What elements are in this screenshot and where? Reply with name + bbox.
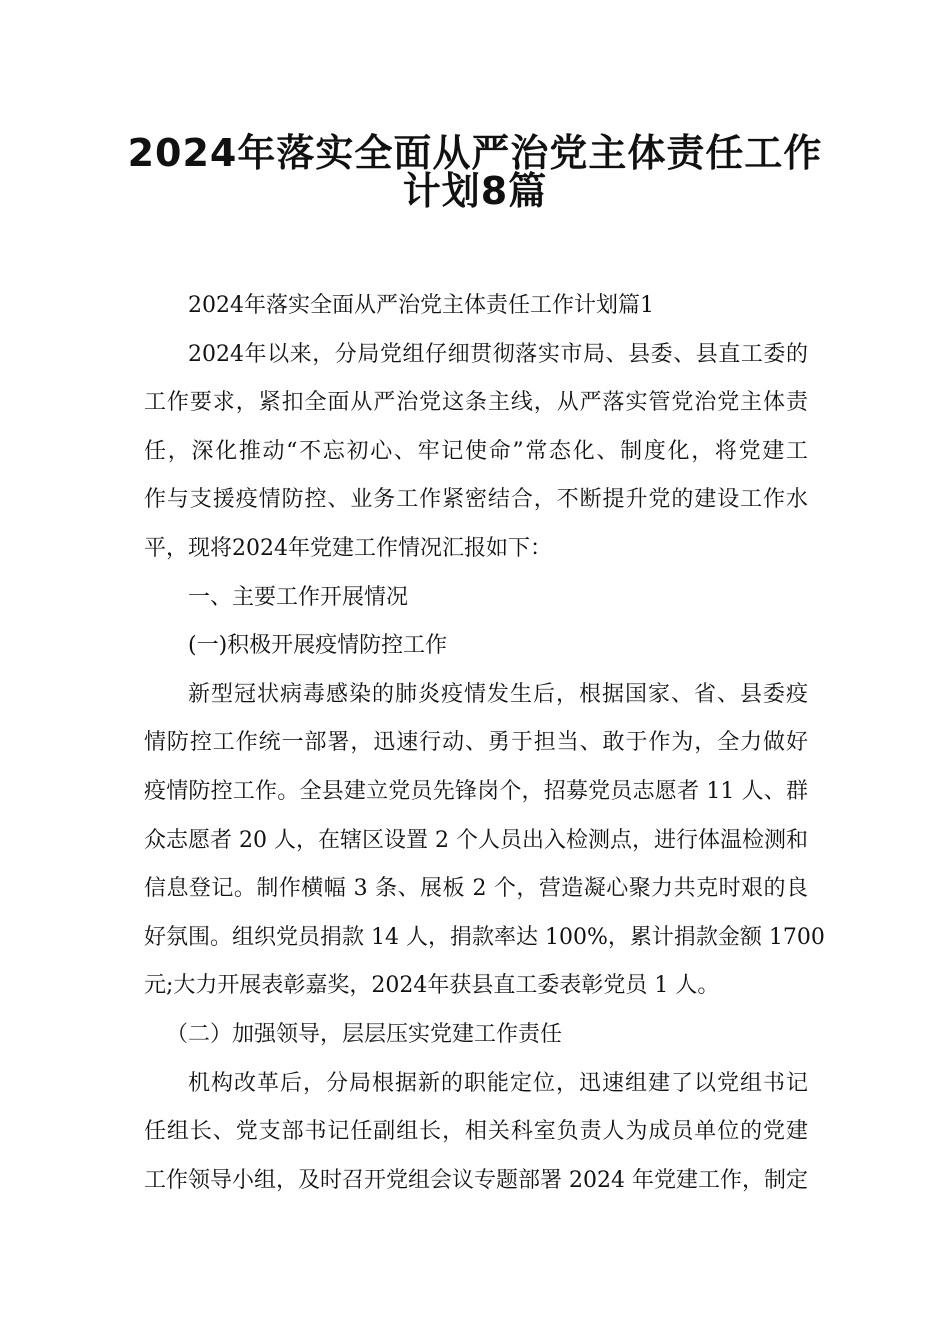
document-title-line-2: 计划8篇: [402, 169, 548, 213]
paragraph-line: 元;大力开展表彰嘉奖，2024年获县直工委表彰党员 1 人。: [144, 973, 720, 999]
document-title-line-1: 2024年落实全面从严治党主体责任工作: [127, 131, 823, 175]
paragraph-line: 平，现将2024年党建工作情况汇报如下：: [144, 535, 552, 561]
paragraph-line: 疫情防控工作。全县建立党员先锋岗个，招募党员志愿者 11 人、群: [144, 778, 808, 804]
paragraph-line: 众志愿者 20 人，在辖区设置 2 个人员出入检测点，进行体温检测和: [144, 827, 808, 853]
paragraph-line: 任，深化推动“不忘初心、牢记使命”常态化、制度化，将党建工: [144, 438, 808, 464]
paragraph-line: 信息登记。制作横幅 3 条、展板 2 个，营造凝心聚力共克时艰的良: [144, 876, 808, 902]
paragraph-line: 工作领导小组，及时召开党组会议专题部署 2024 年党建工作，制定: [144, 1167, 808, 1193]
document-body: [144, 282, 825, 1205]
paragraph-line: 2024年以来，分局党组仔细贯彻落实市局、县委、县直工委的: [188, 341, 808, 367]
paragraph-line: 好氛围。组织党员捐款 14 人，捐款率达 100%，累计捐款金额 1700: [144, 924, 825, 950]
paragraph-line: 任组长、党支部书记任副组长，相关科室负责人为成员单位的党建: [144, 1119, 808, 1145]
paragraph-line: 一、主要工作开展情况: [188, 584, 409, 610]
paragraph-line: (一)积极开展疫情防控工作: [188, 633, 448, 659]
paragraph-line: 机构改革后，分局根据新的职能定位，迅速组建了以党组书记: [188, 1070, 808, 1096]
paragraph-line: （二）加强领导，层层压实党建工作责任: [166, 1021, 563, 1047]
paragraph-line: 新型冠状病毒感染的肺炎疫情发生后，根据国家、省、县委疫: [188, 681, 808, 707]
paragraph-line: 作与支援疫情防控、业务工作紧密结合，不断提升党的建设工作水: [144, 487, 808, 513]
paragraph-line: 情防控工作统一部署，迅速行动、勇于担当、敢于作为，全力做好: [144, 730, 808, 756]
paragraph-line: 2024年落实全面从严治党主体责任工作计划篇1: [188, 293, 654, 318]
paragraph-line: 工作要求，紧扣全面从严治党这条主线，从严落实管党治党主体责: [144, 390, 808, 416]
